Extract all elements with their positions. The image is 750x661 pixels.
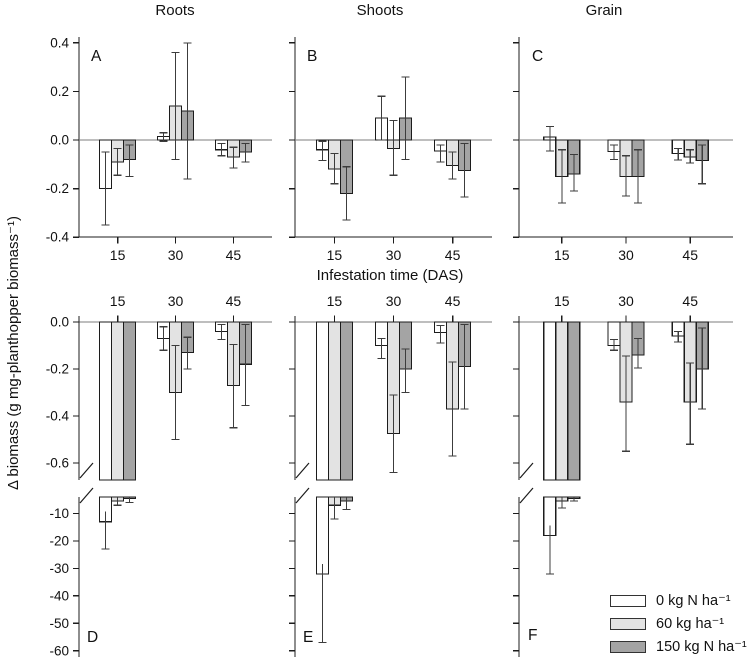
tick-label: -0.4 <box>45 229 69 245</box>
column-title-grain: Grain <box>585 2 623 19</box>
tick-label: 15 <box>109 293 126 309</box>
panel-label-e: E <box>303 629 314 646</box>
tick-label: -30 <box>49 560 69 576</box>
tick-label: 15 <box>326 247 343 263</box>
bar-overflow-upper <box>568 322 580 480</box>
tick-label: 45 <box>682 247 698 263</box>
panel-label-f: F <box>528 627 538 644</box>
y-axis-label: Δ biomass (g mg-planthopper biomass⁻¹) <box>5 216 22 490</box>
tick-label: 30 <box>385 293 402 309</box>
legend-swatch-150kg <box>610 641 646 653</box>
panel-a-roots-plot <box>46 35 272 263</box>
column-title-shoots: Shoots <box>356 2 404 19</box>
legend-label-60kg: 60 kg ha⁻¹ <box>656 615 725 632</box>
tick-label: 0.0 <box>50 314 69 330</box>
bar-overflow-upper <box>316 322 328 480</box>
tick-label: -0.4 <box>45 408 69 424</box>
tick-label: 0.0 <box>50 132 69 148</box>
tick-label: -0.2 <box>45 361 69 377</box>
column-title-roots: Roots <box>155 2 195 19</box>
bar-overflow-upper <box>328 322 340 480</box>
tick-label: 0.4 <box>50 35 69 51</box>
legend-label-0kg: 0 kg N ha⁻¹ <box>656 592 731 609</box>
tick-label: 30 <box>618 247 634 263</box>
legend-swatch-0kg <box>610 595 646 607</box>
tick-label: -0.6 <box>45 455 69 471</box>
panel-e-shoots-plot <box>289 293 492 657</box>
tick-label: 15 <box>554 293 570 309</box>
panel-label-d: D <box>87 629 99 646</box>
tick-label: 45 <box>225 293 242 309</box>
tick-label: 0.2 <box>50 83 69 99</box>
legend-item-150kg <box>610 639 747 654</box>
panel-d-roots-plot <box>46 293 272 658</box>
tick-label: 30 <box>167 293 184 309</box>
bar-overflow-lower <box>316 497 328 574</box>
tick-label: -10 <box>49 505 69 521</box>
tick-label: 30 <box>385 247 402 263</box>
panel-label-b: B <box>307 48 318 65</box>
legend-item-60kg <box>610 616 747 631</box>
bar-overflow-upper <box>112 322 124 480</box>
tick-label: -20 <box>49 533 69 549</box>
legend-swatch-60kg <box>610 618 646 630</box>
x-axis-label: Infestation time (DAS) <box>316 267 464 284</box>
tick-label: 15 <box>109 247 126 263</box>
bar-overflow-upper <box>100 322 112 480</box>
bar-overflow-upper <box>556 322 568 480</box>
tick-label: -50 <box>49 615 69 631</box>
tick-label: 45 <box>682 293 698 309</box>
tick-label: 45 <box>225 247 242 263</box>
tick-label: 45 <box>444 247 461 263</box>
tick-label: 15 <box>554 247 570 263</box>
legend <box>610 593 747 661</box>
bar-overflow-upper <box>340 322 352 480</box>
panel-c-grain-plot <box>513 37 733 263</box>
legend-item-0kg <box>610 593 747 608</box>
tick-label: 45 <box>444 293 461 309</box>
tick-label: 15 <box>326 293 343 309</box>
bar-overflow-upper <box>544 322 556 480</box>
legend-label-150kg: 150 kg N ha⁻¹ <box>656 638 747 655</box>
tick-label: -60 <box>49 643 69 659</box>
panel-label-a: A <box>91 48 102 65</box>
tick-label: 30 <box>167 247 184 263</box>
bar-overflow-upper <box>124 322 136 480</box>
tick-label: -40 <box>49 588 69 604</box>
tick-label: 30 <box>618 293 634 309</box>
panel-label-c: C <box>532 48 544 65</box>
panel-b-shoots-plot <box>289 37 492 263</box>
tick-label: -0.2 <box>45 181 69 197</box>
